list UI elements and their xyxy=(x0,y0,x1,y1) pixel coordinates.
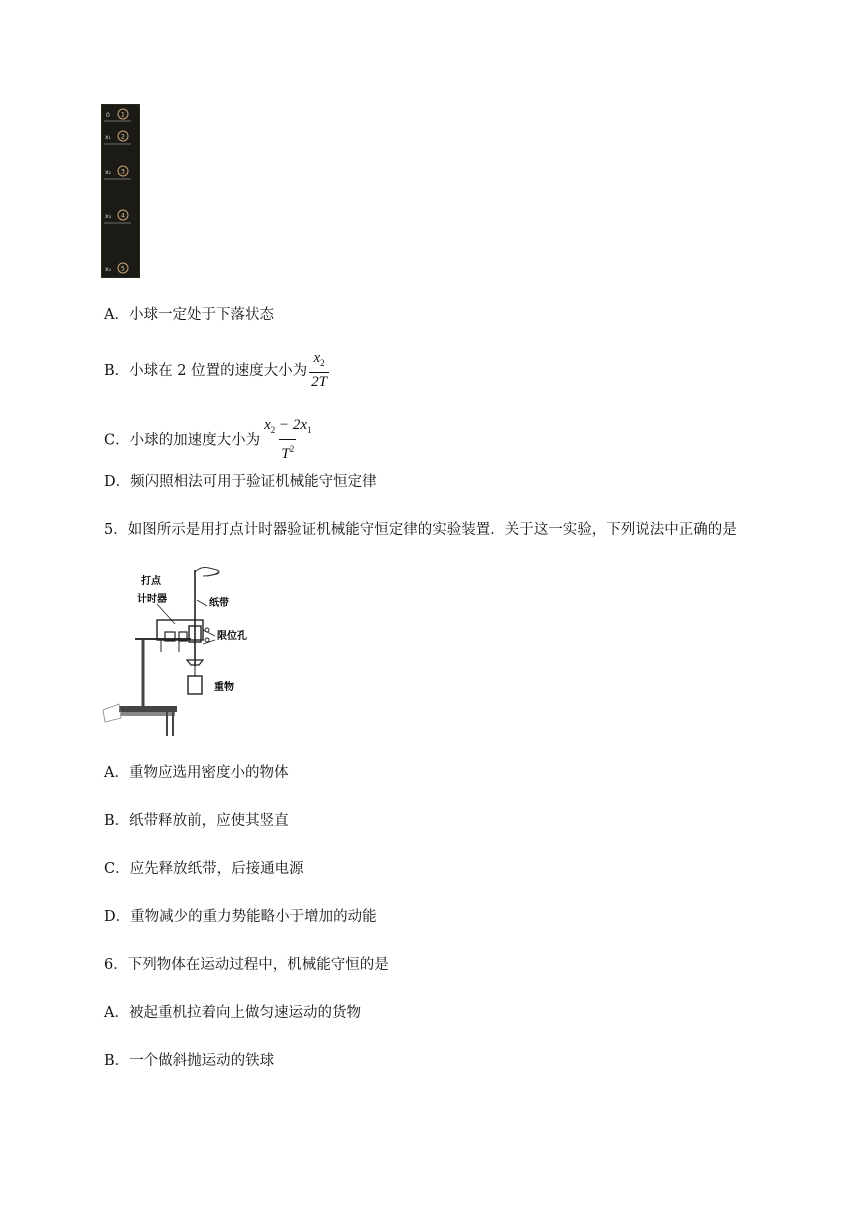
label-timer-line2: 计时器 xyxy=(137,594,167,605)
q4-option-c xyxy=(104,417,314,464)
strobe-photo xyxy=(101,104,140,278)
label-tape: 纸带 xyxy=(209,598,229,609)
q5-stem: 5．如图所示是用打点计时器验证机械能守恒定律的实验装置．关于这一实验，下列说法中正确的是 xyxy=(104,522,737,538)
svg-text:2: 2 xyxy=(121,133,125,141)
label-limit-hole: 限位孔 xyxy=(217,631,247,642)
label-weight: 重物 xyxy=(214,682,234,693)
q5-option-a: A．重物应选用密度小的物体 xyxy=(104,765,289,781)
svg-text:5: 5 xyxy=(121,265,125,273)
q5-option-c: C．应先释放纸带，后接通电源 xyxy=(104,861,304,877)
label-timer-line1: 打点 xyxy=(141,576,161,587)
acceleration-fraction: $\frac{x_2 - 2x_1}{T^2}$ xyxy=(264,417,312,462)
svg-text:x₂: x₂ xyxy=(105,169,111,176)
q4-option-a: A．小球一定处于下落状态 xyxy=(104,307,274,323)
q4-option-b-text: B．小球在 2 位置的速度大小为 xyxy=(104,363,308,379)
q5-option-d: D．重物减少的重力势能略小于增加的动能 xyxy=(104,909,377,925)
svg-text:x₄: x₄ xyxy=(105,266,111,273)
svg-text:x₃: x₃ xyxy=(105,213,111,220)
svg-text:1: 1 xyxy=(121,111,125,119)
svg-text:4: 4 xyxy=(121,212,125,220)
q4-option-b xyxy=(104,350,329,392)
timer-apparatus-diagram xyxy=(99,560,259,738)
q6-option-a: A．被起重机拉着向上做匀速运动的货物 xyxy=(104,1005,361,1021)
q4-option-d: D．频闪照相法可用于验证机械能守恒定律 xyxy=(104,474,377,490)
svg-text:x₁: x₁ xyxy=(105,134,111,141)
q4-option-c-text: C．小球的加速度大小为 xyxy=(104,432,261,449)
q6-option-b: B．一个做斜抛运动的铁球 xyxy=(104,1053,275,1069)
q5-option-b: B．纸带释放前，应使其竖直 xyxy=(104,813,289,829)
velocity-fraction: $\frac{x_2}{2T}$ xyxy=(311,350,327,390)
svg-text:3: 3 xyxy=(121,168,125,176)
svg-text:0: 0 xyxy=(106,112,110,119)
q6-stem: 6．下列物体在运动过程中，机械能守恒的是 xyxy=(104,957,389,973)
